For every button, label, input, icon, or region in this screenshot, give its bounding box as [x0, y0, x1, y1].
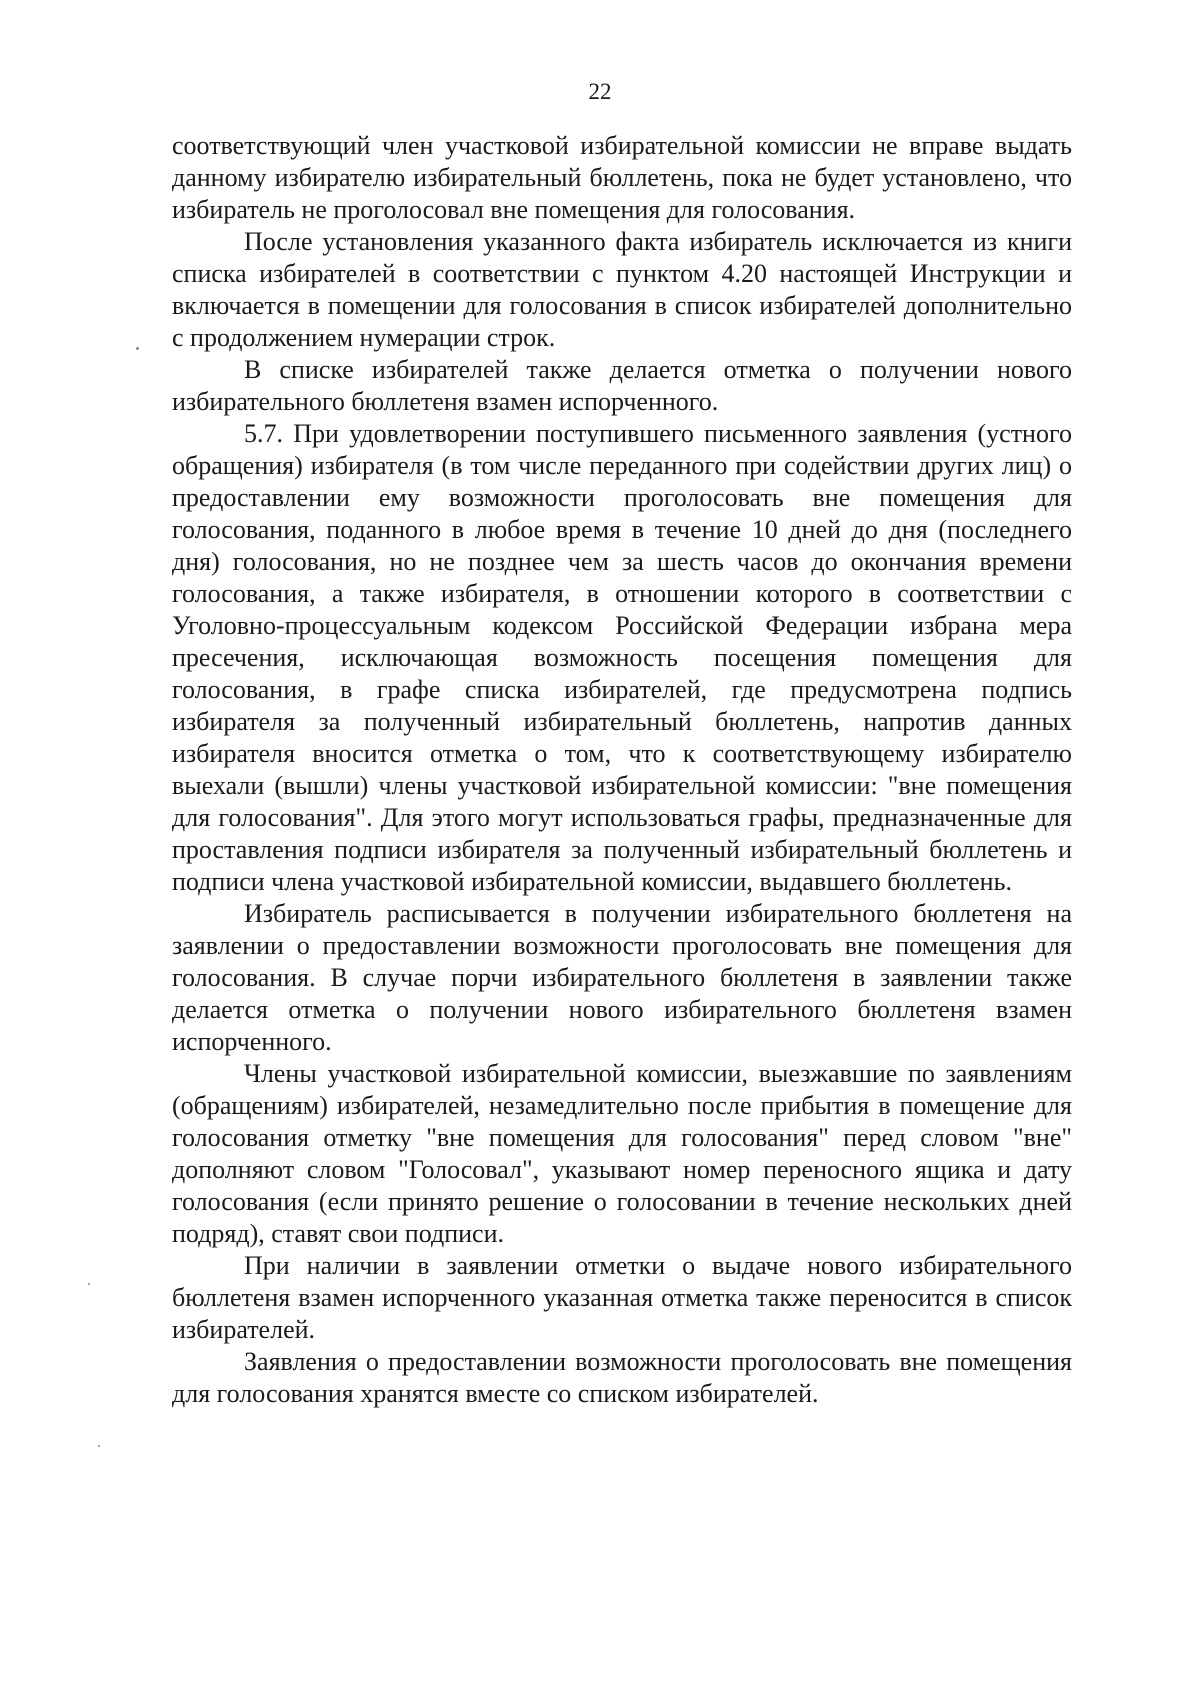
- scan-artifact-dot: [98, 1445, 100, 1447]
- document-body: [172, 130, 1072, 1410]
- paragraph-7: При наличии в заявлении отметки о выдаче нового избирательного бюллетеня взамен испорченного указанная отметка также переносится в список избирателей.: [172, 1251, 1072, 1344]
- paragraph-2: После установления указанного факта избиратель исключается из книги списка избирателей в соответствии с пунктом 4.20 настоящей Инструкции и включается в помещении для голосования в список избирателей дополнительно с продолжением нумерации строк.: [172, 227, 1072, 352]
- paragraph-8: Заявления о предоставлении возможности проголосовать вне помещения для голосования хранятся вместе со списком избирателей.: [172, 1347, 1072, 1408]
- paragraph-4-section-5-7: 5.7. При удовлетворении поступившего письменного заявления (устного обращения) избирателя (в том числе переданного при содействии других лиц) о предоставлении ему возможности проголосовать вне помещения для голосования, поданного в любое время в течение 10 дней до дня (последнего дня) голосования, но не позднее чем за шесть часов до окончания времени голосования, а также избирателя, в отношении которого в соответствии с Уголовно-процессуальным кодексом Российской Федерации избрана мера пресечения, исключающая возможность посещения помещения для голосования, в графе списка избирателей, где предусмотрена подпись избирателя за полученный избирательный бюллетень, напротив данных избирателя вносится отметка о том, что к соответствующему избирателю выехали (вышли) члены участковой избирательной комиссии: "вне помещения для голосования". Для этого могут использоваться графы, предназначенные для проставления подписи избирателя за полученный избирательный бюллетень и подписи члена участковой избирательной комиссии, выдавшего бюллетень.: [172, 419, 1072, 896]
- paragraph-6: Члены участковой избирательной комиссии, выезжавшие по заявлениям (обращениям) избирателей, незамедлительно после прибытия в помещение для голосования отметку "вне помещения для голосования" перед словом "вне" дополняют словом "Голосовал", указывают номер переносного ящика и дату голосования (если принято решение о голосовании в течение нескольких дней подряд), ставят свои подписи.: [172, 1059, 1072, 1248]
- scan-artifact-dot: [88, 1283, 90, 1285]
- paragraph-3: В списке избирателей также делается отметка о получении нового избирательного бюллетеня взамен испорченного.: [172, 355, 1072, 416]
- paragraph-5: Избиратель расписывается в получении избирательного бюллетеня на заявлении о предоставлении возможности проголосовать вне помещения для голосования. В случае порчи избирательного бюллетеня в заявлении также делается отметка о получении нового избирательного бюллетеня взамен испорченного.: [172, 899, 1072, 1056]
- page-number: 22: [588, 79, 612, 104]
- paragraph-1: соответствующий член участковой избирательной комиссии не вправе выдать данному избирателю избирательный бюллетень, пока не будет установлено, что избиратель не проголосовал вне помещения для голосования.: [172, 131, 1072, 224]
- scan-artifact-dot: [136, 347, 139, 350]
